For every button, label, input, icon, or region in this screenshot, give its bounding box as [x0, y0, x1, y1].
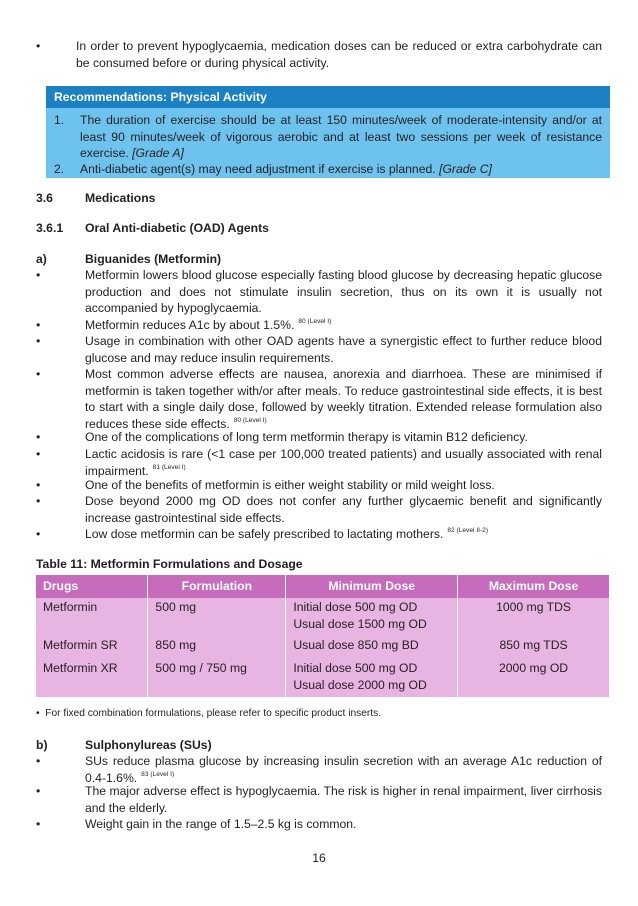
biguanides-bullet: • Lactic acidosis is rare (<1 case per 100,000 treated patients) and usually associated with renal impairment. $^{81 (Level I)}$ — [36, 447, 602, 478]
table-header-cell: Formulation — [148, 575, 286, 598]
table-row — [36, 598, 610, 636]
page-number: 16 — [312, 851, 326, 865]
sulphonylureas-letter: b) — [36, 738, 48, 752]
biguanides-bullet: • Metformin reduces A1c by about 1.5%. $^{80 (Level I)}$ — [36, 318, 332, 332]
recommendation-text: The duration of exercise should be at least 150 minutes/week of moderate-intensity and/or at least 90 minutes/week of vigorous aerobic and at least two sessions per week of resistance exercise. [Grade A] — [80, 113, 602, 161]
metformin-table — [36, 575, 610, 697]
table-row — [36, 659, 610, 697]
subsection-title: Oral Anti-diabetic (OAD) Agents — [85, 221, 269, 235]
table-cell: Metformin — [36, 598, 148, 636]
biguanides-letter: a) — [36, 252, 47, 266]
grade-label: [Grade C] — [439, 162, 492, 176]
table-cell: 2000 mg OD — [458, 659, 610, 697]
table-cell: 850 mg TDS — [458, 636, 610, 659]
intro-bullet — [36, 38, 602, 71]
sulphonylureas-title: Sulphonylureas (SUs) — [85, 738, 212, 752]
table-caption: Table 11: Metformin Formulations and Dosage — [36, 557, 303, 571]
biguanides-bullet: • Dose beyond 2000 mg OD does not confer any further glycaemic benefit and significantly increase gastrointestinal side effects. — [36, 494, 602, 525]
biguanides-bullet: • Usage in combination with other OAD agents have a synergistic effect to further reduce blood glucose and may reduce insulin requirements. — [36, 334, 602, 365]
table-footnote: • For fixed combination formulations, please refer to specific product inserts. — [36, 708, 382, 719]
recommendation-item — [54, 161, 602, 178]
reference-superscript: 80 (Level I) — [298, 318, 332, 325]
subsection-number: 3.6.1 — [36, 221, 64, 235]
table-header-row — [36, 575, 610, 598]
recommendations-box — [46, 86, 610, 178]
table-cell: Usual dose 850 mg BD — [286, 636, 458, 659]
table-cell: 500 mg — [148, 598, 286, 636]
table-row — [36, 636, 610, 659]
recommendation-number: 2. — [54, 162, 65, 176]
reference-superscript: 81 (Level I) — [152, 463, 186, 471]
table-cell: 1000 mg TDS — [458, 598, 610, 636]
table-cell: 850 mg — [148, 636, 286, 659]
biguanides-bullet: • One of the complications of long term metformin therapy is vitamin B12 deficiency. — [36, 430, 528, 444]
table-header-cell: Minimum Dose — [286, 575, 458, 598]
bullet-marker: • — [36, 39, 41, 53]
sulphonylureas-bullet: • SUs reduce plasma glucose by increasing insulin secretion with an average A1c reduction of 0.4-1.6%. $^{83 (Level I)}$ — [36, 754, 602, 785]
biguanides-bullet: • One of the benefits of metformin is either weight stability or mild weight loss. — [36, 478, 495, 492]
table-cell: 500 mg / 750 mg — [148, 659, 286, 697]
table-header-cell: Maximum Dose — [458, 575, 610, 598]
biguanides-title: Biguanides (Metformin) — [85, 252, 222, 266]
recommendations-title: Recommendations: Physical Activity — [46, 86, 610, 108]
table-cell: Metformin XR — [36, 659, 148, 697]
recommendation-item — [54, 112, 602, 162]
biguanides-bullet: • Metformin lowers blood glucose especially fasting blood glucose by decreasing hepatic glucose production and does not stimulate insulin secretion, thus on its own it is usually not accompanied by hypoglycaemia. — [36, 268, 602, 316]
biguanides-bullet: • Most common adverse effects are nausea, anorexia and diarrhoea. These are minimised if metformin is taken together with/or after meals. To reduce gastrointestinal side effects, it is best to start with a single daily dose, followed by weekly titration. Extended release formulation also reduces these side effects. $^{80 (Level I)}$ — [36, 367, 602, 431]
table-cell: Initial dose 500 mg OD Usual dose 2000 mg OD — [286, 659, 458, 697]
sulphonylureas-bullet: • The major adverse effect is hypoglycaemia. The risk is higher in renal impairment, liver cirrhosis and the elderly. — [36, 784, 602, 815]
biguanides-bullet: • Low dose metformin can be safely prescribed to lactating mothers. $^{82 (Level II-2)}$ — [36, 527, 489, 541]
reference-superscript: 80 (Level I) — [233, 416, 267, 424]
section-number: 3.6 — [36, 191, 53, 205]
table-cell: Metformin SR — [36, 636, 148, 659]
recommendation-text: Anti-diabetic agent(s) may need adjustment if exercise is planned. [Grade C] — [80, 162, 492, 176]
section-title: Medications — [85, 191, 156, 205]
recommendation-number: 1. — [54, 113, 65, 127]
recommendations-body — [46, 108, 610, 178]
table-header-cell: Drugs — [36, 575, 148, 598]
table-cell: Initial dose 500 mg OD Usual dose 1500 mg OD — [286, 598, 458, 636]
reference-superscript: 83 (Level I) — [141, 770, 175, 778]
sulphonylureas-bullet: • Weight gain in the range of 1.5–2.5 kg is common. — [36, 817, 357, 831]
reference-superscript: 82 (Level II-2) — [447, 527, 489, 534]
intro-bullet-text: In order to prevent hypoglycaemia, medication doses can be reduced or extra carbohydrate can be consumed before or during physical activity. — [76, 39, 602, 70]
grade-label: [Grade A] — [132, 146, 184, 161]
